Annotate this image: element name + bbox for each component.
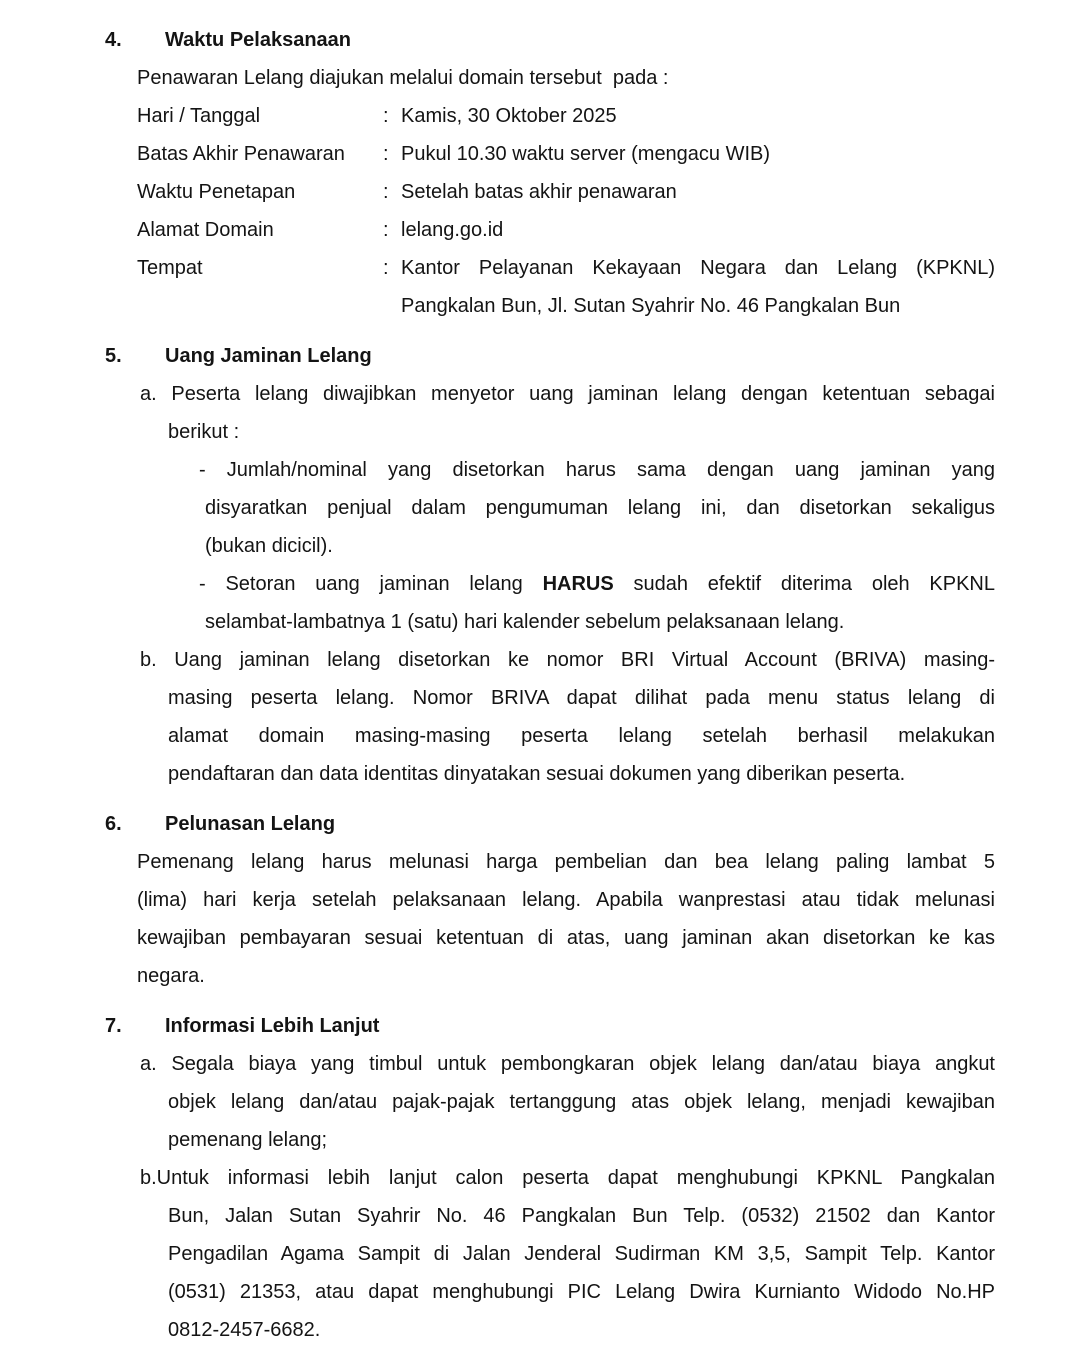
- section-title: Waktu Pelaksanaan: [165, 29, 352, 51]
- list-item-a: [137, 1045, 995, 1159]
- text-line: (0531) 21353, atau dapat menghubungi PIC Lelang Dwira Kurnianto Widodo No.HP: [168, 1281, 995, 1303]
- kv-label: Alamat Domain: [137, 219, 274, 241]
- kv-value: Setelah batas akhir penawaran: [401, 181, 677, 203]
- kv-label: Batas Akhir Penawaran: [137, 143, 345, 165]
- kv-separator: :: [383, 257, 389, 279]
- section-body: [137, 1045, 995, 1349]
- section-uang-jaminan: [105, 337, 995, 793]
- text-line: b.Untuk informasi lebih lanjut calon peserta dapat menghubungi KPKNL Pangkalan: [140, 1167, 995, 1189]
- kv-value: lelang.go.id: [401, 219, 504, 241]
- kv-value: Pukul 10.30 waktu server (mengacu WIB): [401, 143, 771, 165]
- dash-item-2: [168, 565, 995, 641]
- dash-items-wrap: [137, 451, 995, 641]
- section-number: 7.: [105, 1015, 122, 1037]
- list-item-b: [137, 641, 995, 793]
- text-line: disyaratkan penjual dalam pengumuman lelang ini, dan disetorkan sekaligus: [205, 497, 995, 519]
- section-title: Uang Jaminan Lelang: [165, 345, 372, 367]
- section-waktu-pelaksanaan: [105, 21, 995, 325]
- kv-label: Hari / Tanggal: [137, 105, 261, 127]
- paragraph: [137, 843, 995, 995]
- section-number: 4.: [105, 29, 122, 51]
- kv-row-tempat: [137, 249, 995, 325]
- kv-label: Waktu Penetapan: [137, 181, 296, 203]
- kv-separator: :: [383, 181, 389, 203]
- dash-item-1: [168, 451, 995, 565]
- text-line: Kantor Pelayanan Kekayaan Negara dan Lelang (KPKNL): [401, 257, 995, 279]
- section-body: [137, 843, 995, 995]
- text-line: selambat-lambatnya 1 (satu) hari kalender sebelum pelaksanaan lelang.: [205, 611, 845, 633]
- kv-row-waktu-penetapan: [137, 173, 995, 211]
- text-line: Bun, Jalan Sutan Syahrir No. 46 Pangkalan Bun Telp. (0532) 21502 dan Kantor: [168, 1205, 995, 1227]
- section-title: Informasi Lebih Lanjut: [165, 1015, 380, 1037]
- section-pelunasan: [105, 805, 995, 995]
- section-number: 5.: [105, 345, 122, 367]
- kv-label: Tempat: [137, 257, 203, 279]
- section-number: 6.: [105, 813, 122, 835]
- bold-emphasis: HARUS: [542, 573, 614, 595]
- text-line: Pemenang lelang harus melunasi harga pembelian dan bea lelang paling lambat 5: [137, 851, 995, 873]
- text-line: - Jumlah/nominal yang disetorkan harus sama dengan uang jaminan yang: [199, 459, 995, 481]
- text-line: negara.: [137, 965, 205, 987]
- text-line: 0812-2457-6682.: [168, 1319, 321, 1341]
- kv-separator: :: [383, 219, 389, 241]
- text-line: - Setoran uang jaminan lelang HARUS sudah efektif diterima oleh KPKNL: [199, 573, 996, 595]
- kv-value: Kamis, 30 Oktober 2025: [401, 105, 617, 127]
- section-body: [137, 375, 995, 793]
- section-heading: [105, 337, 995, 375]
- text-line: (lima) hari kerja setelah pelaksanaan lelang. Apabila wanprestasi atau tidak melunasi: [137, 889, 995, 911]
- section-heading: [105, 21, 995, 59]
- section-title: Pelunasan Lelang: [165, 813, 336, 835]
- text-line: berikut :: [168, 421, 240, 443]
- kv-row-alamat-domain: [137, 211, 995, 249]
- kv-value-tempat: [401, 249, 995, 325]
- section-informasi: [105, 1007, 995, 1349]
- text-line: a. Segala biaya yang timbul untuk pembongkaran objek lelang dan/atau biaya angkut: [140, 1053, 995, 1075]
- kv-separator: :: [383, 143, 389, 165]
- section-heading: [105, 1007, 995, 1045]
- text-line: kewajiban pembayaran sesuai ketentuan di atas, uang jaminan akan disetorkan ke kas: [137, 927, 995, 949]
- text-line: a. Peserta lelang diwajibkan menyetor uang jaminan lelang dengan ketentuan sebagai: [140, 383, 995, 405]
- text-line: objek lelang dan/atau pajak-pajak tertanggung atas objek lelang, menjadi kewajiban: [168, 1091, 995, 1113]
- section-heading: [105, 805, 995, 843]
- text-line: masing peserta lelang. Nomor BRIVA dapat dilihat pada menu status lelang di: [168, 687, 995, 709]
- list-item-a: [137, 375, 995, 451]
- kv-row-batas-akhir: [137, 135, 995, 173]
- kv-separator: :: [383, 105, 389, 127]
- text-line: pendaftaran dan data identitas dinyatakan sesuai dokumen yang diberikan peserta.: [168, 763, 906, 785]
- text-line: (bukan dicicil).: [205, 535, 333, 557]
- text-line: b. Uang jaminan lelang disetorkan ke nomor BRI Virtual Account (BRIVA) masing-: [140, 649, 995, 671]
- text-line: Pangkalan Bun, Jl. Sutan Syahrir No. 46 Pangkalan Bun: [401, 295, 901, 317]
- text-line: pemenang lelang;: [168, 1129, 328, 1151]
- kv-row-hari-tanggal: [137, 97, 995, 135]
- text-line: alamat domain masing-masing peserta lelang setelah berhasil melakukan: [168, 725, 995, 747]
- text-line: Pengadilan Agama Sampit di Jalan Jenderal Sudirman KM 3,5, Sampit Telp. Kantor: [168, 1243, 995, 1265]
- section-body: [137, 59, 995, 325]
- list-item-b: [137, 1159, 995, 1349]
- intro-line: Penawaran Lelang diajukan melalui domain tersebut pada :: [137, 67, 669, 89]
